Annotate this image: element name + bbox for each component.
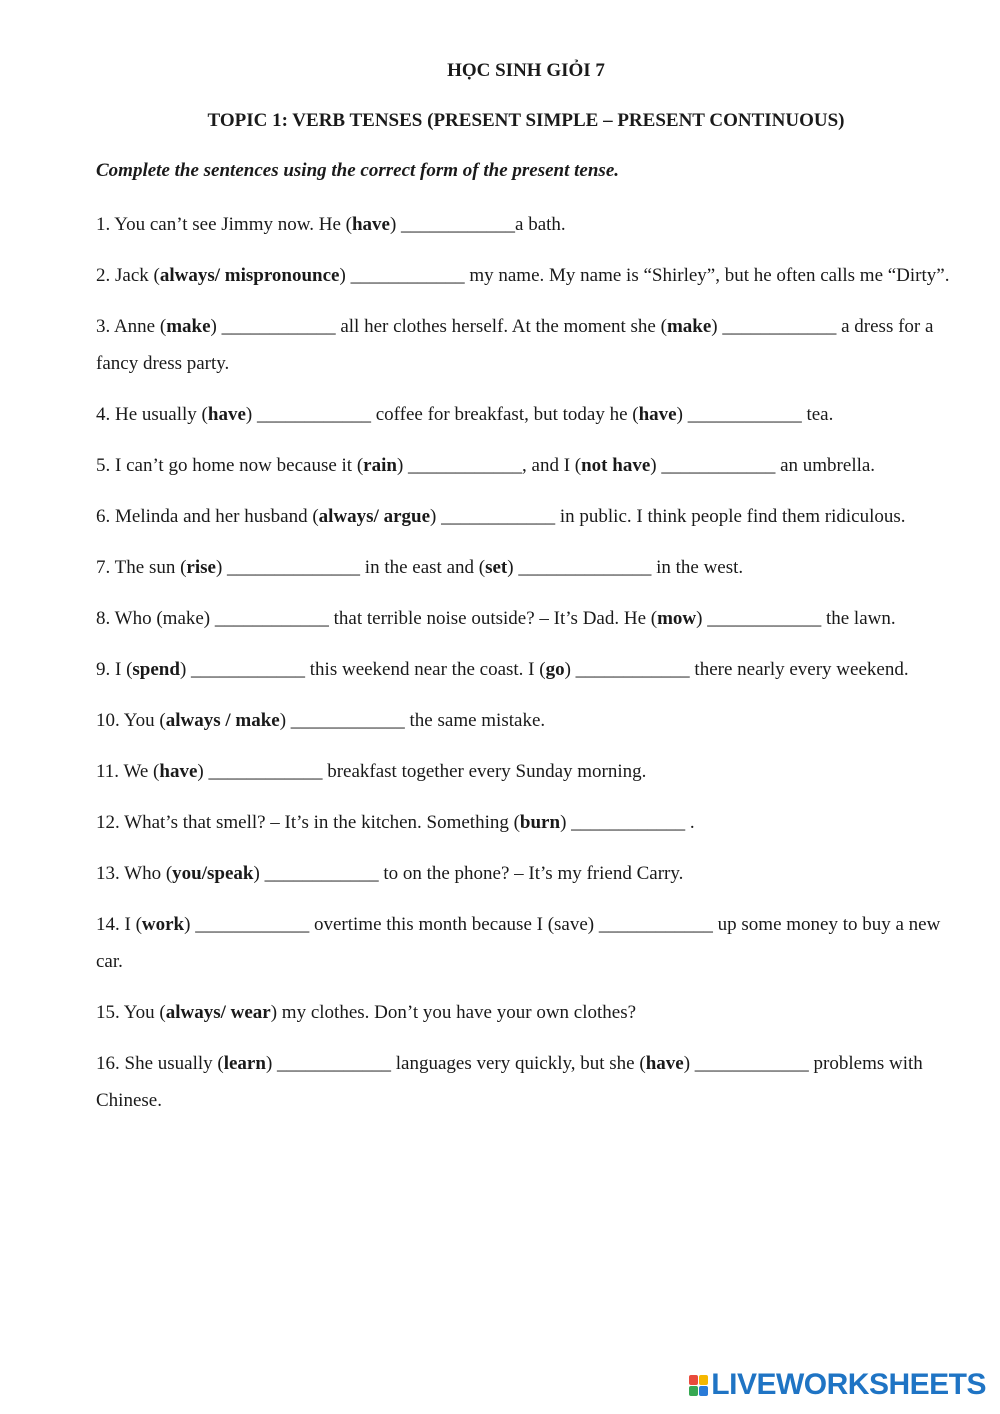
question-text: a bath. <box>515 214 566 235</box>
verb-hint: have <box>207 404 246 425</box>
verb-hint: always/ mispronounce <box>159 265 340 286</box>
verb-hint: make <box>666 316 712 337</box>
question-text: an umbrella. <box>775 455 876 476</box>
answer-blank[interactable]: ____________ <box>208 761 323 782</box>
answer-blank[interactable]: ____________ <box>707 608 822 629</box>
question-text: 11. We ( <box>96 761 160 782</box>
answer-blank[interactable]: ____________ <box>722 316 837 337</box>
question-text: problems with Chinese. <box>96 1053 923 1111</box>
question-text: breakfast together every Sunday morning. <box>322 761 647 782</box>
question-text: 14. I ( <box>96 914 142 935</box>
verb-hint: go <box>545 659 565 680</box>
question-item <box>96 702 956 739</box>
question-text: tea. <box>801 404 834 425</box>
verb-hint: rain <box>363 455 397 476</box>
logo-text: LIVEWORKSHEETS <box>711 1368 986 1401</box>
question-item <box>96 855 956 892</box>
question-text: in the west. <box>651 557 744 578</box>
topic-heading: TOPIC 1: VERB TENSES (PRESENT SIMPLE – PRESENT CONTINUOUS) <box>207 110 845 131</box>
question-text: ) <box>564 659 576 680</box>
instructions: Complete the sentences using the correct form of the present tense. <box>96 160 620 181</box>
answer-blank[interactable]: ____________ <box>401 214 516 235</box>
question-text: ) <box>396 455 409 476</box>
question-text: 5. I can’t go home now because it ( <box>96 455 364 476</box>
question-text: all her clothes herself. At the moment she ( <box>335 316 667 337</box>
question-text: ) <box>650 455 662 476</box>
question-text: overtime this month because I (save) <box>309 914 599 935</box>
question-item <box>96 308 956 382</box>
question-text: ) <box>279 710 291 731</box>
answer-blank[interactable]: ____________ <box>350 265 465 286</box>
question-text: , and I ( <box>522 455 582 476</box>
question-text: this weekend near the coast. I ( <box>305 659 546 680</box>
answer-blank[interactable]: ____________ <box>214 608 329 629</box>
question-text: a dress for a fancy dress party. <box>96 316 934 374</box>
question-text: 3. Anne ( <box>96 316 167 337</box>
question-text: ) <box>711 316 723 337</box>
question-text: 10. You ( <box>96 710 166 731</box>
answer-blank[interactable]: ____________ <box>191 659 306 680</box>
verb-hint: always/ wear <box>165 1002 271 1023</box>
question-text: ) <box>389 214 402 235</box>
question-text: ) <box>184 914 196 935</box>
question-text: ) <box>339 265 351 286</box>
question-text: ) <box>683 1053 695 1074</box>
question-item <box>96 994 956 1031</box>
question-text: 4. He usually ( <box>96 404 208 425</box>
question-text: the lawn. <box>821 608 896 629</box>
question-text: ) <box>210 316 222 337</box>
question-text: 6. Melinda and her husband ( <box>96 506 319 527</box>
question-list <box>96 206 956 1119</box>
question-text: 9. I ( <box>96 659 133 680</box>
question-text: 7. The sun ( <box>96 557 187 578</box>
answer-blank[interactable]: ____________ <box>290 710 405 731</box>
question-item <box>96 396 956 433</box>
question-text: 15. You ( <box>96 1002 166 1023</box>
verb-hint: not have <box>581 455 651 476</box>
answer-blank[interactable]: ______________ <box>227 557 361 578</box>
question-text: to on the phone? – It’s my friend Carry. <box>378 863 684 884</box>
question-text: 13. Who ( <box>96 863 173 884</box>
question-item <box>96 753 956 790</box>
question-text: ) <box>560 812 572 833</box>
question-text: ) <box>197 761 209 782</box>
verb-hint: work <box>141 914 185 935</box>
question-text: the same mistake. <box>404 710 546 731</box>
question-text: 12. What’s that smell? – It’s in the kitchen. Something ( <box>96 812 520 833</box>
answer-blank[interactable]: ____________ <box>277 1053 392 1074</box>
answer-blank[interactable]: ____________ <box>598 914 713 935</box>
question-text: 1. You can’t see Jimmy now. He ( <box>96 214 352 235</box>
verb-hint: mow <box>657 608 697 629</box>
answer-blank[interactable]: ____________ <box>221 316 336 337</box>
question-text: my name. My name is “Shirley”, but he often calls me “Dirty”. <box>464 265 950 286</box>
answer-blank[interactable]: ____________ <box>441 506 556 527</box>
question-item <box>96 498 956 535</box>
verb-hint: learn <box>223 1053 266 1074</box>
answer-blank[interactable]: ____________ <box>195 914 310 935</box>
question-text: ) <box>507 557 519 578</box>
verb-hint: burn <box>519 812 561 833</box>
verb-hint: have <box>645 1053 684 1074</box>
answer-blank[interactable]: ____________ <box>687 404 802 425</box>
answer-blank[interactable]: ______________ <box>518 557 652 578</box>
liveworksheets-logo <box>689 1368 986 1402</box>
answer-blank[interactable]: ____________ <box>264 863 379 884</box>
verb-hint: always/ argue <box>318 506 431 527</box>
question-item <box>96 804 956 841</box>
question-text: ) <box>253 863 265 884</box>
question-text: ) <box>676 404 688 425</box>
verb-hint: have <box>638 404 677 425</box>
question-text: ) <box>265 1053 278 1074</box>
question-item <box>96 600 956 637</box>
verb-hint: set <box>485 557 508 578</box>
question-item <box>96 257 956 294</box>
page-title: HỌC SINH GIỎI 7 <box>447 60 605 81</box>
verb-hint: have <box>351 214 390 235</box>
question-item <box>96 206 956 243</box>
verb-hint: rise <box>186 557 216 578</box>
question-text: ) <box>245 404 257 425</box>
question-text: coffee for breakfast, but today he ( <box>370 404 639 425</box>
answer-blank[interactable]: ____________ <box>575 659 690 680</box>
question-text: 8. Who (make) <box>96 608 215 629</box>
question-item <box>96 549 956 586</box>
verb-hint: you/speak <box>172 863 254 884</box>
answer-blank[interactable]: ____________ <box>408 455 523 476</box>
answer-blank[interactable]: ____________ <box>571 812 686 833</box>
question-text: that terrible noise outside? – It’s Dad. He ( <box>328 608 658 629</box>
question-item <box>96 651 956 688</box>
question-item <box>96 906 956 980</box>
question-text: ) <box>430 506 442 527</box>
verb-hint: make <box>166 316 211 337</box>
question-text: in the east and ( <box>360 557 486 578</box>
worksheet-page <box>96 52 956 1133</box>
answer-blank[interactable]: ____________ <box>694 1053 809 1074</box>
verb-hint: always / make <box>165 710 280 731</box>
question-item <box>96 447 956 484</box>
question-text: up some money to buy a new car. <box>96 914 941 972</box>
answer-blank[interactable]: ____________ <box>256 404 371 425</box>
verb-hint: have <box>159 761 198 782</box>
question-text: . <box>685 812 695 833</box>
question-text: ) <box>179 659 192 680</box>
answer-blank[interactable]: ____________ <box>661 455 776 476</box>
question-text: ) <box>696 608 708 629</box>
question-text: 2. Jack ( <box>96 265 160 286</box>
verb-hint: spend <box>132 659 180 680</box>
question-item <box>96 1045 956 1119</box>
liveworksheets-logo-icon <box>689 1375 708 1396</box>
question-text: languages very quickly, but she ( <box>391 1053 646 1074</box>
question-text: there nearly every weekend. <box>689 659 909 680</box>
question-text: ) my clothes. Don’t you have your own clothes? <box>270 1002 637 1023</box>
question-text: ) <box>215 557 228 578</box>
question-text: in public. I think people find them ridiculous. <box>555 506 906 527</box>
question-text: 16. She usually ( <box>96 1053 224 1074</box>
